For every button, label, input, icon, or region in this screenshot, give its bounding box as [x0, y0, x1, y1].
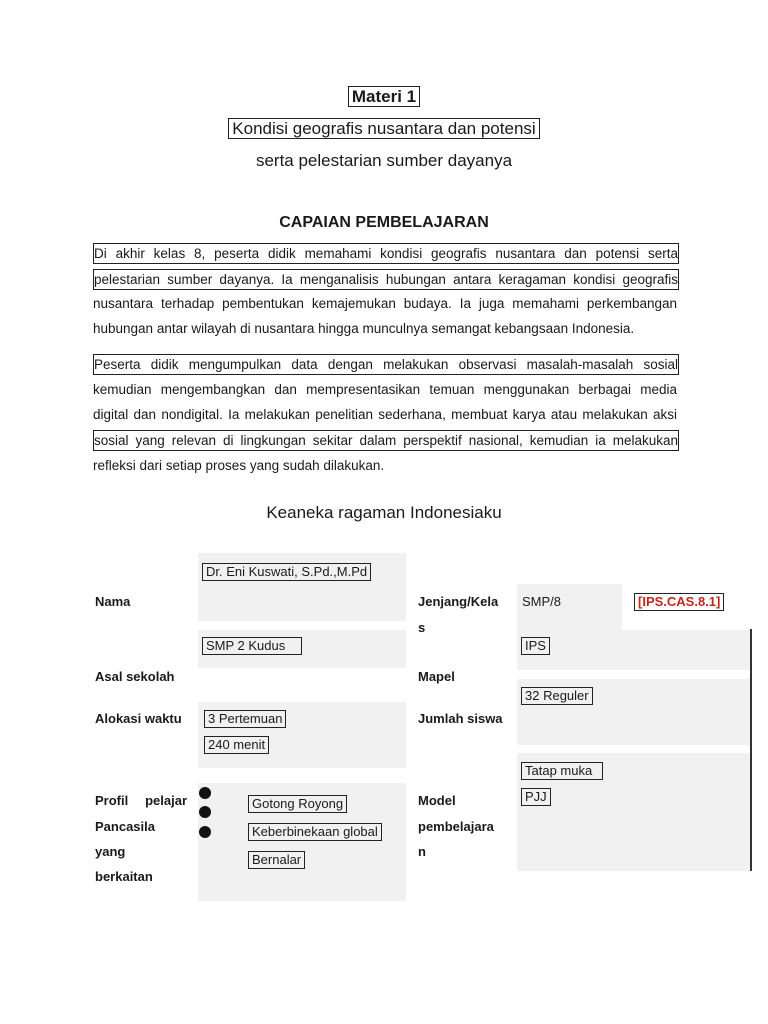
profil-value-2-text: Keberbinekaan global	[248, 823, 382, 841]
mapel-value-text: IPS	[521, 637, 550, 655]
p2-line-1: Peserta didik mengumpulkan data dengan melakukan observasi masalah-masalah sosial	[93, 354, 679, 375]
mapel-label: Mapel	[418, 669, 455, 684]
alokasi-value-1-text: 3 Pertemuan	[204, 710, 286, 728]
alokasi-value-2	[204, 736, 269, 754]
model-value-1-text: Tatap muka	[521, 762, 603, 780]
p1-line-1: Di akhir kelas 8, peserta didik memahami kondisi geografis nusantara dan potensi serta	[93, 243, 679, 264]
profil-label-3: yang	[95, 844, 126, 859]
jenjang-label-2: s	[418, 620, 426, 635]
materi-title: Materi 1	[348, 86, 420, 107]
bullet-icon	[199, 787, 211, 799]
materi-title-row	[0, 87, 768, 107]
section-title: Keaneka ragaman Indonesiaku	[266, 503, 502, 522]
p1-line-2: pelestarian sumber dayanya. Ia menganalisis hubungan antara keragaman kondisi geografis	[93, 269, 679, 290]
subtitle-line-1: Kondisi geografis nusantara dan potensi	[228, 118, 539, 139]
code-badge	[634, 593, 724, 611]
model-value-1	[521, 762, 603, 780]
alokasi-label: Alokasi waktu	[95, 711, 182, 726]
profil-value-1	[248, 795, 347, 813]
p2-line-3: digital dan nondigital. Ia melakukan penelitian sederhana, membuat karya atau melakukan aksi	[93, 407, 677, 422]
alokasi-value-2-text: 240 menit	[204, 736, 269, 754]
bullet-icon	[199, 806, 211, 818]
p2-line-5: refleksi dari setiap proses yang sudah dilakukan.	[93, 458, 385, 473]
subtitle-line-2: serta pelestarian sumber dayanya	[255, 151, 513, 170]
model-value-2-text: PJJ	[521, 788, 551, 806]
profil-value-3	[248, 851, 305, 869]
asal-value	[202, 637, 302, 655]
profil-label-2: Pancasila	[95, 819, 155, 834]
nama-value-text: Dr. Eni Kuswati, S.Pd.,M.Pd	[202, 563, 371, 581]
jenjang-label-1: Jenjang/Kela	[418, 594, 499, 609]
mapel-cell	[517, 630, 752, 670]
profil-value-2	[248, 823, 382, 841]
asal-value-text: SMP 2 Kudus	[202, 637, 302, 655]
alokasi-value-1	[204, 710, 286, 728]
p2-line-2: kemudian mengembangkan dan mempresentasikan temuan menggunakan berbagai media	[93, 382, 677, 397]
jumlah-value-text: 32 Reguler	[521, 687, 593, 705]
nama-value	[202, 563, 371, 581]
p2-line-4: sosial yang relevan di lingkungan sekitar dalam perspektif nasional, kemudian ia melakukan	[93, 430, 679, 451]
model-label-3: n	[418, 844, 426, 859]
subtitle-row-1	[0, 119, 768, 139]
profil-value-1-text: Gotong Royong	[248, 795, 347, 813]
table-right-border	[750, 629, 752, 871]
asal-label: Asal sekolah	[95, 669, 175, 684]
model-label-1: Model	[418, 793, 456, 808]
nama-label: Nama	[95, 594, 131, 609]
profil-label-1: Profil pelajar	[95, 793, 187, 808]
jumlah-label: Jumlah siswa	[418, 711, 503, 726]
code-badge-text: [IPS.CAS.8.1]	[634, 593, 724, 611]
bullet-icon	[199, 826, 211, 838]
capaian-heading: CAPAIAN PEMBELAJARAN	[279, 214, 489, 231]
mapel-value	[521, 637, 550, 655]
p1-line-4: hubungan antar wilayah di nusantara hingga munculnya semangat kebangsaan Indonesia.	[93, 321, 635, 336]
p1-line-3: nusantara terhadap pembentukan kemajemukan budaya. Ia juga memahami perkembangan	[93, 296, 677, 311]
profil-value-3-text: Bernalar	[248, 851, 305, 869]
jenjang-value: SMP/8	[522, 594, 562, 609]
profil-label-4: berkaitan	[95, 869, 153, 884]
model-label-2: pembelajara	[418, 819, 494, 834]
jumlah-value	[521, 687, 593, 705]
model-value-2	[521, 788, 551, 806]
